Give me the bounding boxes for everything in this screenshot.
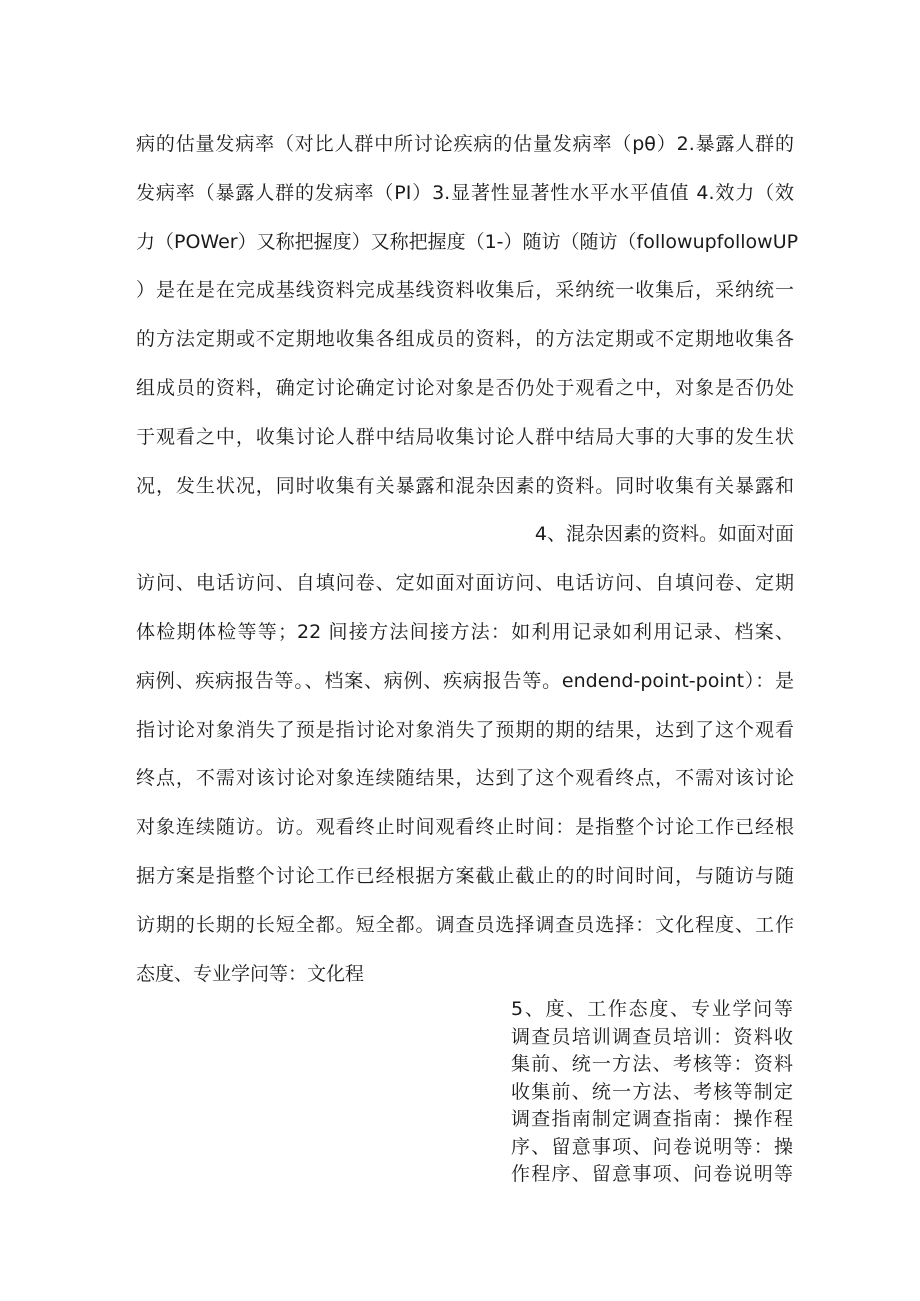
text-line: 的方法定期或不定期地收集各组成员的资料，的方法定期或不定期地收集各 (136, 328, 794, 351)
text-line: 对象连续随访。访。观看终止时间观看终止时间：是指整个讨论工作已经根 (136, 816, 794, 839)
text-line: 发病率（暴露人群的发病率（PI）3.显著性显著性水平水平值值 4.效力（效 (136, 181, 794, 204)
side-text-line: 收集前、统一方法、考核等制定 (511, 1080, 793, 1103)
text-line: ）是在是在完成基线资料完成基线资料收集后，采纳统一收集后，采纳统一 (136, 279, 794, 302)
text-line: 据方案是指整个讨论工作已经根据方案截止截止的的时间时间，与随访与随 (136, 864, 794, 887)
text-line: 力（POWer）又称把握度）又称把握度（1-）随访（随访（followupfollowUP (136, 230, 799, 253)
text-line: 于观看之中，收集讨论人群中结局收集讨论人群中结局大事的大事的发生状 (136, 425, 794, 448)
text-line: 病的估量发病率（对比人群中所讨论疾病的估量发病率（pθ）2.暴露人群的 (136, 133, 794, 155)
main-text-block (136, 120, 799, 998)
text-line: 况，发生状况，同时收集有关暴露和混杂因素的资料。同时收集有关暴露和 (136, 474, 794, 497)
text-line: 组成员的资料，确定讨论确定讨论对象是否仍处于观看之中，对象是否仍处 (136, 376, 794, 399)
text-line: 访问、电话访问、自填问卷、定如面对面访问、电话访问、自填问卷、定期 (136, 572, 794, 595)
side-text-block (511, 996, 793, 1189)
side-text-line: 调查员培训调查员培训：资料收 (511, 1025, 793, 1048)
text-line: 终点，不需对该讨论对象连续随结果，达到了这个观看终点，不需对该讨论 (136, 767, 794, 790)
side-text-line: 作程序、留意事项、问卷说明等 (511, 1163, 793, 1185)
text-line: 病例、疾病报告等。、档案、病例、疾病报告等。endend-point-point）：是 (136, 669, 794, 692)
text-line: 体检期体检等等；22 间接方法间接方法：如利用记录如利用记录、档案、 (136, 620, 794, 643)
text-line: 指讨论对象消失了预是指讨论对象消失了预期的期的结果，达到了这个观看 (136, 718, 794, 741)
section-heading-line: 4、混杂因素的资料。如面对面 (534, 523, 794, 546)
side-text-line: 调查指南制定调查指南：操作程 (511, 1108, 793, 1130)
side-text-line: 集前、统一方法、考核等：资料 (511, 1053, 793, 1075)
side-text-line: 序、留意事项、问卷说明等：操 (511, 1135, 793, 1158)
text-line: 态度、专业学问等：文化程 (136, 962, 365, 985)
side-text-line: 5、度、工作态度、专业学问等 (511, 998, 793, 1020)
text-line: 访期的长期的长短全都。短全都。调查员选择调查员选择：文化程度、工作 (136, 913, 794, 936)
